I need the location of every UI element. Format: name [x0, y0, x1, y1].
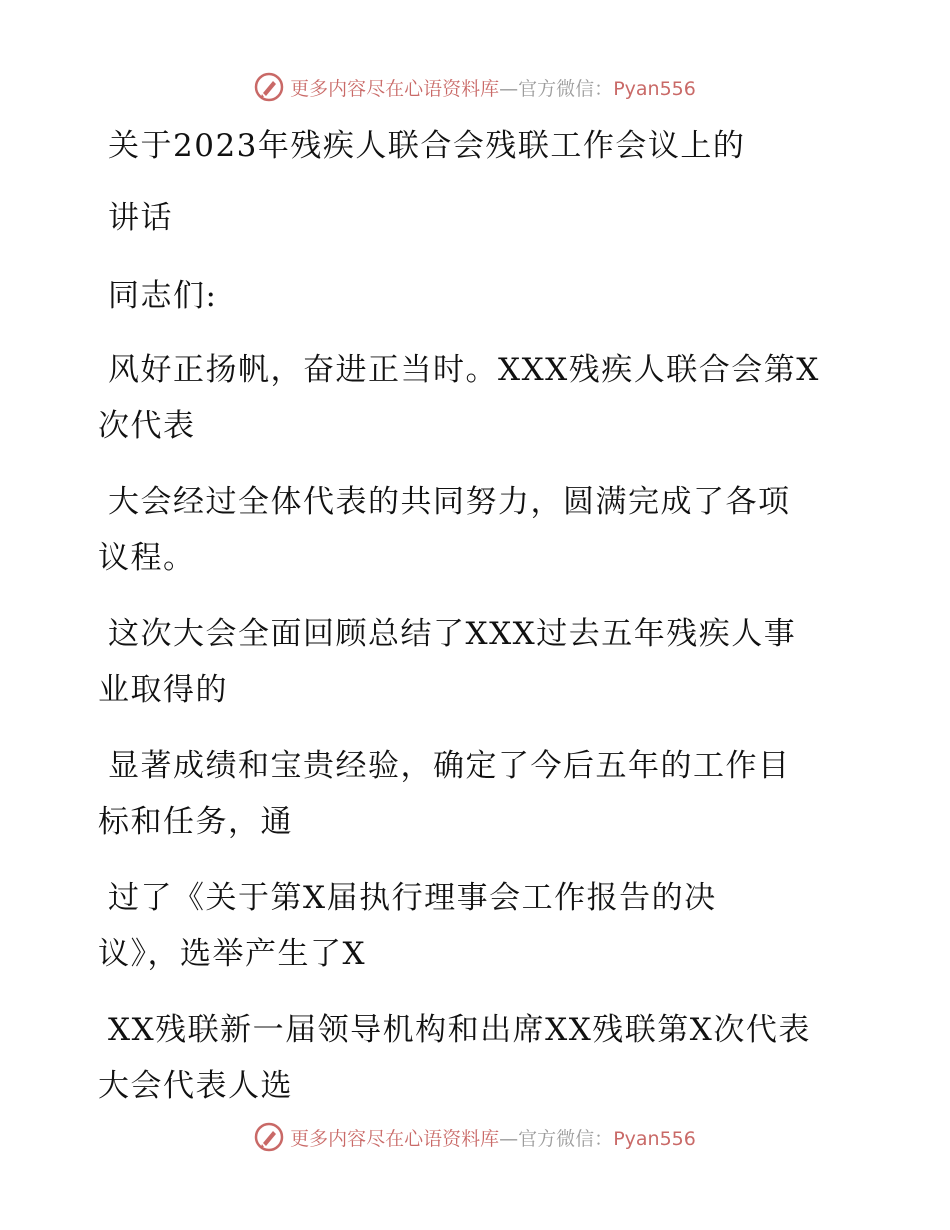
document-title-line2: 讲话 — [108, 200, 173, 236]
paragraph-line: 风好正扬帆，奋进正当时。XXX残疾人联合会第X — [108, 352, 820, 388]
document-title-line1: 关于2023年残疾人联合会残联工作会议上的 — [108, 128, 746, 164]
paragraph-line: 过了《关于第X届执行理事会工作报告的决 — [108, 880, 717, 916]
greeting: 同志们: — [108, 278, 218, 314]
watermark-text: 更多内容尽在心语资料库—官方微信：Pyan556 — [290, 77, 696, 100]
paragraph-line: 议程。 — [98, 540, 196, 576]
paragraph-line: 大会经过全体代表的共同努力，圆满完成了各项 — [108, 484, 791, 520]
watermark-footer — [0, 1122, 950, 1152]
paragraph-line: 大会代表人选 — [98, 1068, 293, 1104]
paragraph-line: 业取得的 — [98, 672, 228, 708]
pen-logo-icon — [254, 1122, 284, 1152]
paragraph-line: 议》，选举产生了X — [98, 936, 367, 972]
watermark-header — [0, 72, 950, 102]
watermark-text: 更多内容尽在心语资料库—官方微信：Pyan556 — [290, 1127, 696, 1150]
paragraph-line: 次代表 — [98, 408, 196, 444]
paragraph-line: 显著成绩和宝贵经验，确定了今后五年的工作目 — [108, 748, 791, 784]
paragraph-line: 这次大会全面回顾总结了XXX过去五年残疾人事 — [108, 616, 797, 652]
pen-logo-icon — [254, 72, 284, 102]
paragraph-line: XX残联新一届领导机构和出席XX残联第X次代表 — [108, 1012, 811, 1048]
paragraph-line: 标和任务，通 — [98, 804, 293, 840]
